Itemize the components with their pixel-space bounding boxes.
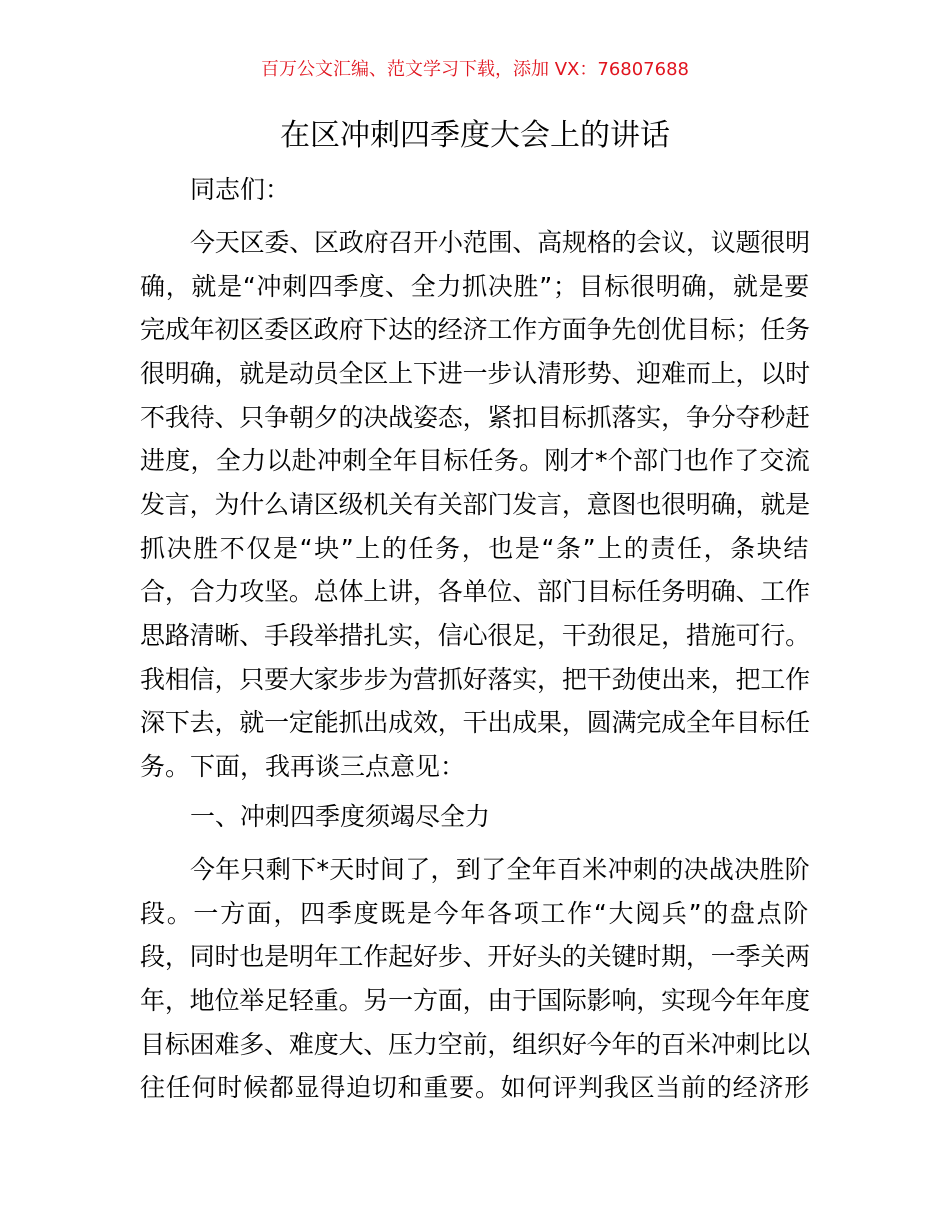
text-line: 今年只剩下*天时间了，到了全年百米冲刺的决战决胜阶 [190,855,810,884]
text-line: 合，合力攻坚。总体上讲，各单位、部门目标任务明确、工作 [140,577,810,606]
text-line: 目标困难多、难度大、压力空前，组织好今年的百米冲刺比以 [140,1030,810,1059]
text-line: 务。下面，我再谈三点意见： [140,752,466,781]
text-line: 思路清晰、手段举措扎实，信心很足，干劲很足，措施可行。 [140,621,810,650]
text-line: 不我待、只争朝夕的决战姿态，紧扣目标抓落实，争分夺秒赶 [140,403,810,432]
salutation: 同志们： [190,175,291,204]
text-line: 发言，为什么请区级机关有关部门发言，意图也很明确，就是 [140,490,810,519]
text-line: 完成年初区委区政府下达的经济工作方面争先创优目标；任务 [140,315,810,344]
text-line: 我相信，只要大家步步为营抓好落实，把干劲使出来，把工作 [140,665,810,694]
header-note: 百万公文汇编、范文学习下载，添加 VX：76807688 [261,59,689,80]
text-line: 进度，全力以赴冲刺全年目标任务。刚才*个部门也作了交流 [140,446,810,475]
text-line: 往任何时候都显得迫切和重要。如何评判我区当前的经济形 [140,1073,810,1102]
text-line: 深下去，就一定能抓出成效，干出成果，圆满完成全年目标任 [140,708,810,737]
text-line: 段，同时也是明年工作起好步、开好头的关键时期，一季关两 [140,942,810,971]
text-line: 确，就是“冲刺四季度、全力抓决胜”；目标很明确，就是要 [140,272,810,301]
text-line: 很明确，就是动员全区上下进一步认清形势、迎难而上，以时 [140,359,810,388]
document-title: 在区冲刺四季度大会上的讲话 [280,118,670,153]
text-line: 抓决胜不仅是“块”上的任务，也是“条”上的责任，条块结 [140,534,810,563]
text-line: 段。一方面，四季度既是今年各项工作“大阅兵”的盘点阶 [140,899,810,928]
section-heading: 一、冲刺四季度须竭尽全力 [190,802,491,831]
text-line: 年，地位举足轻重。另一方面，由于国际影响，实现今年年度 [140,986,810,1015]
text-line: 今天区委、区政府召开小范围、高规格的会议，议题很明 [190,228,810,257]
